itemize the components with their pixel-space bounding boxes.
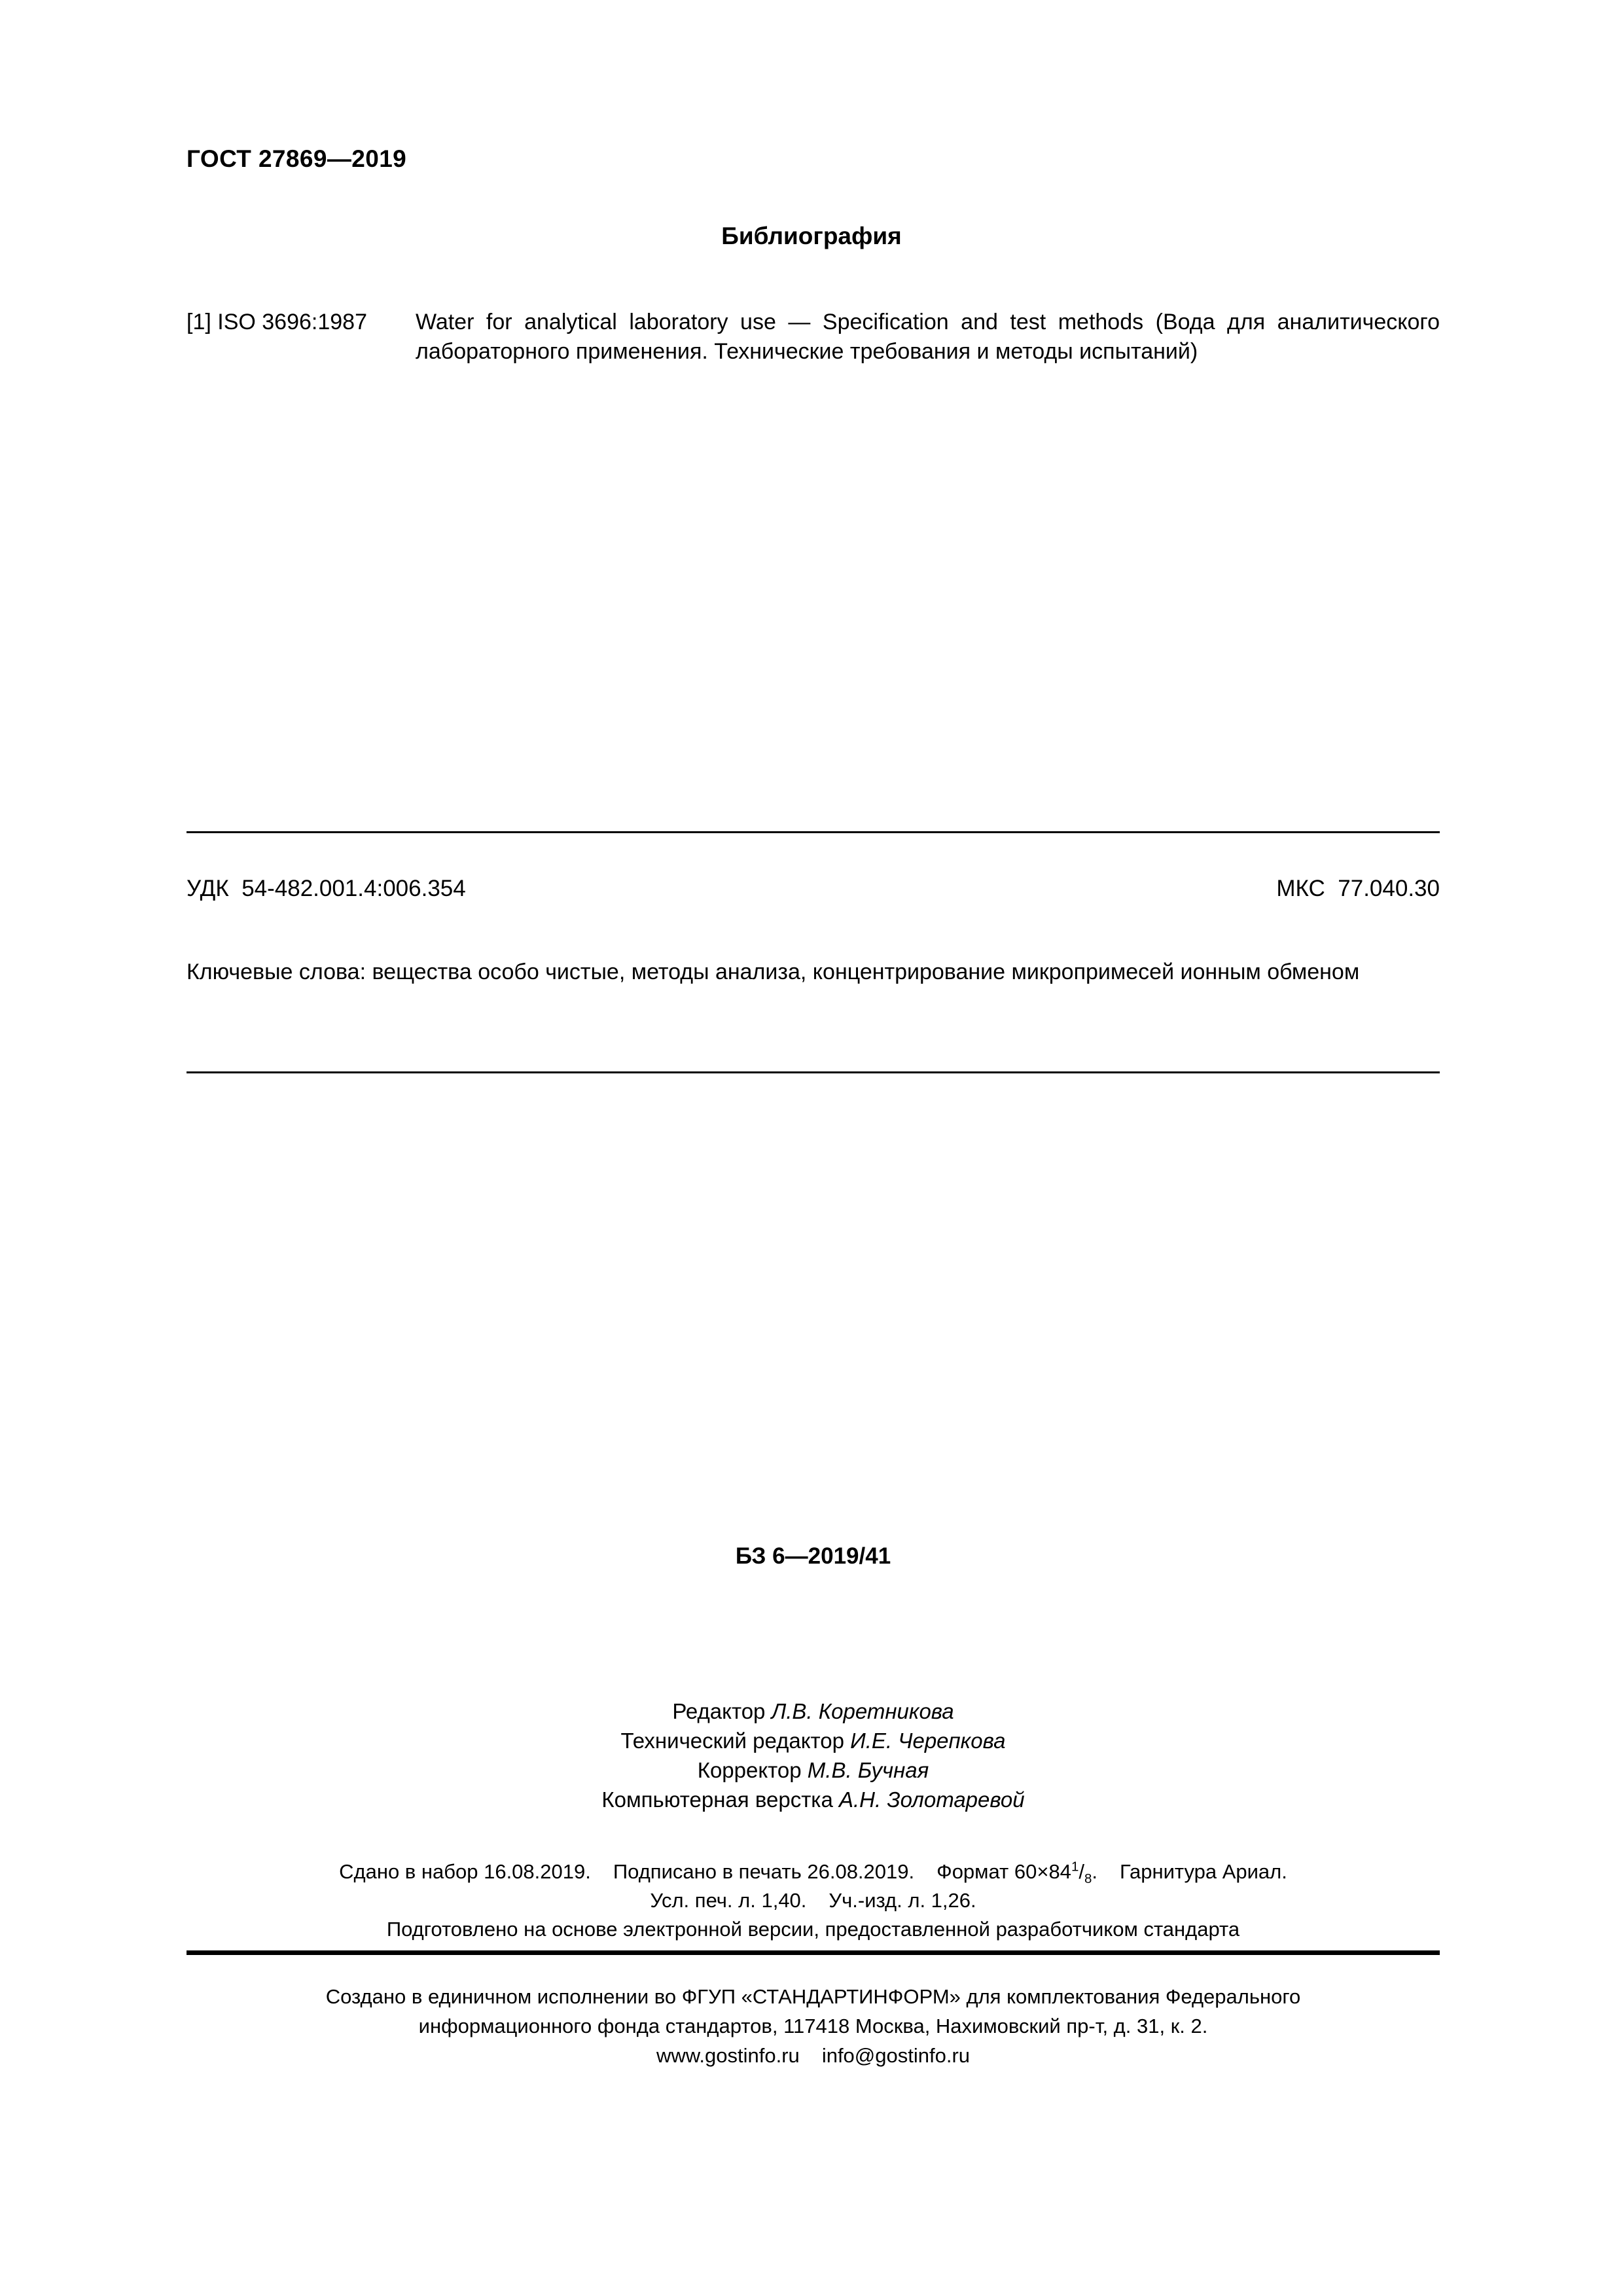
- horizontal-rule-top: [187, 831, 1440, 833]
- credit-line-proofreader: [187, 1755, 1440, 1785]
- bibliography-entry: [187, 308, 1440, 367]
- section-title: Библиография: [721, 223, 902, 249]
- imprint-format-tail: .: [1092, 1860, 1097, 1883]
- imprint-submitted-date: Сдано в набор 16.08.2019.: [339, 1860, 591, 1883]
- imprint-block: [187, 1857, 1440, 1944]
- credit-role: Редактор: [672, 1699, 772, 1723]
- horizontal-rule-thick-footer: [187, 1950, 1440, 1955]
- bibliography-entry-text: Water for analytical laboratory use — Specification and test methods (Вода для аналитического лабораторного применения. Технические требования и методы испытаний): [416, 310, 1440, 364]
- mks-code: МКС 77.040.30: [1276, 876, 1440, 901]
- bibliography-reference-number: [1] ISO 3696:1987: [187, 310, 367, 334]
- running-header-standard-code: ГОСТ 27869—2019: [187, 145, 407, 172]
- imprint-format-denominator: 8: [1084, 1871, 1092, 1887]
- horizontal-rule-bottom: [187, 1071, 1440, 1073]
- bibliography-list: [187, 308, 1440, 367]
- credit-person: А.Н. Золотаревой: [839, 1787, 1025, 1812]
- bz-code: БЗ 6—2019/41: [735, 1543, 891, 1569]
- imprint-line-dates: [187, 1857, 1440, 1886]
- credit-role: Корректор: [697, 1758, 808, 1782]
- credit-person: И.Е. Черепкова: [850, 1729, 1006, 1753]
- credits-block: [187, 1696, 1440, 1814]
- keywords-paragraph: Ключевые слова: вещества особо чистые, методы анализа, концентрирование микропримесей ионным обменом: [187, 960, 1360, 984]
- credit-role: Компьютерная верстка: [601, 1787, 839, 1812]
- imprint-prepared-note: Подготовлено на основе электронной версии, предоставленной разработчиком стандарта: [386, 1918, 1240, 1941]
- imprint-publisher-sheets: Уч.-изд. л. 1,26.: [829, 1889, 976, 1912]
- classification-codes-row: [187, 876, 1440, 902]
- publisher-contacts: [187, 2041, 1440, 2070]
- credit-person: Л.В. Коретникова: [771, 1699, 954, 1723]
- credit-line-layout: [187, 1785, 1440, 1814]
- publisher-line-1: Создано в единичном исполнении во ФГУП «СТАНДАРТИНФОРМ» для комплектования Федерального: [325, 1985, 1301, 2008]
- credit-line-editor: [187, 1696, 1440, 1726]
- publisher-footer: [187, 1982, 1440, 2070]
- udk-code: УДК 54-482.001.4:006.354: [187, 876, 466, 901]
- imprint-format-label: Формат 60×84: [936, 1860, 1071, 1883]
- imprint-line-sheets: [187, 1886, 1440, 1915]
- imprint-typeface: Гарнитура Ариал.: [1119, 1860, 1287, 1883]
- imprint-format: Формат $60\times 84^1/_8$.: [936, 1859, 1097, 1887]
- imprint-printed-sheets: Усл. печ. л. 1,40.: [650, 1889, 807, 1912]
- imprint-signed-date: Подписано в печать 26.08.2019.: [613, 1860, 915, 1883]
- publisher-line-2: информационного фонда стандартов, 117418 Москва, Нахимовский пр-т, д. 31, к. 2.: [418, 2015, 1208, 2037]
- imprint-format-numerator: 1: [1071, 1859, 1079, 1874]
- credit-person: М.В. Бучная: [807, 1758, 929, 1782]
- credit-role: Технический редактор: [620, 1729, 851, 1753]
- publisher-website-link[interactable]: www.gostinfo.ru: [656, 2044, 800, 2067]
- credit-line-technical-editor: [187, 1726, 1440, 1755]
- publisher-email-link[interactable]: info@gostinfo.ru: [821, 2044, 971, 2067]
